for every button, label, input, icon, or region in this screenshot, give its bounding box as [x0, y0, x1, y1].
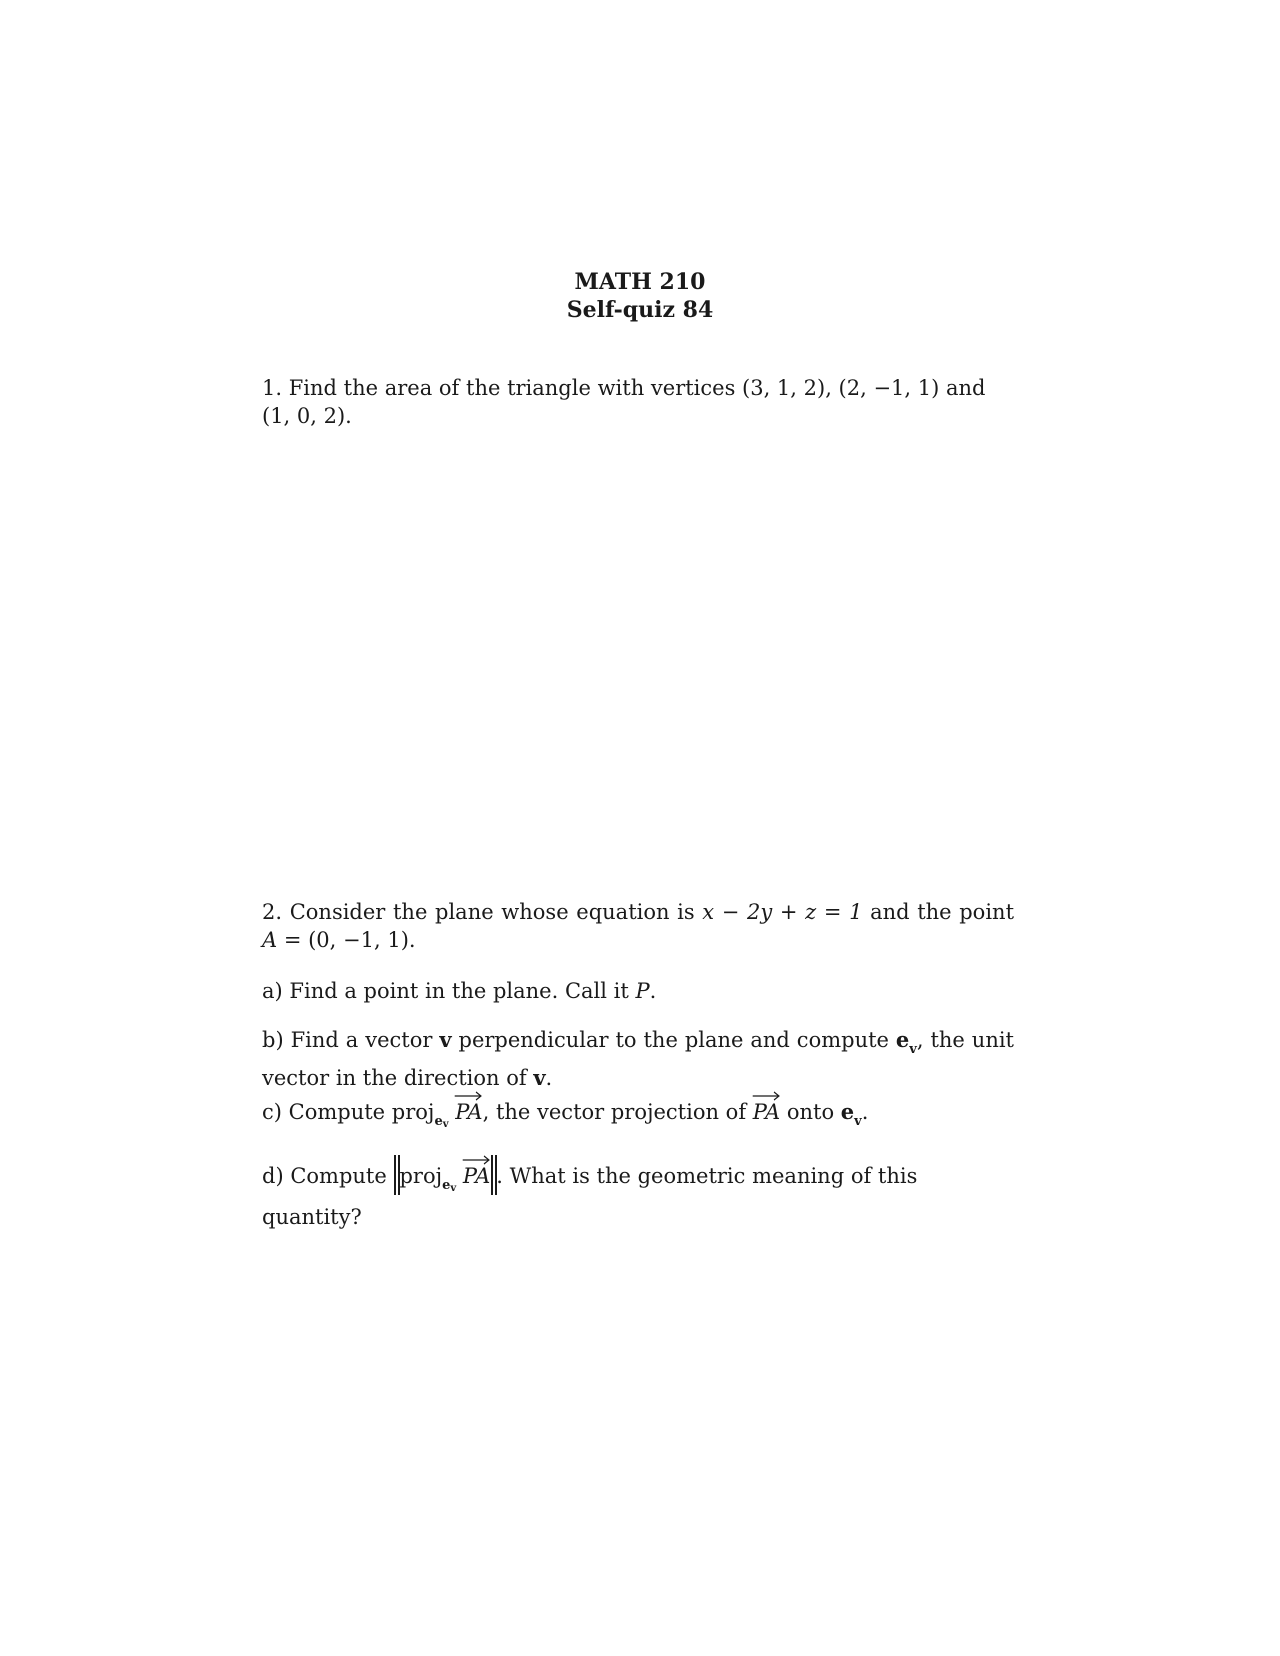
norm-right-bars — [490, 1155, 496, 1195]
vector-v: v — [439, 1027, 452, 1052]
part-b-pre: Find a vector — [290, 1028, 440, 1052]
unit-vector-sub-2: v — [854, 1114, 862, 1129]
question-1 — [262, 374, 1014, 430]
quiz-title: Self-quiz 84 — [566, 297, 714, 323]
part-c-mid: , the vector projection of — [482, 1100, 753, 1124]
question-2a — [262, 977, 1014, 1005]
unit-vector-e-2: e — [840, 1099, 855, 1124]
vector-pa — [455, 1098, 482, 1126]
part-b-post: , the unit vector in the direction of — [262, 1028, 1014, 1090]
proj-subscript — [434, 1114, 448, 1129]
question-2-number: 2. — [262, 900, 283, 924]
part-d-label: d) — [262, 1164, 284, 1188]
vector-pa-label: PA — [455, 1100, 483, 1124]
question-2-intro-mid: and the point — [862, 900, 1015, 924]
proj-sub-e-2: e — [442, 1178, 451, 1193]
point-value: = (0, −1, 1). — [277, 928, 416, 952]
unit-vector-e: e — [895, 1027, 910, 1052]
part-b-label: b) — [262, 1028, 284, 1052]
norm-left-bars — [393, 1155, 399, 1195]
proj-sub-v: v — [442, 1119, 449, 1130]
plane-equation: x − 2y + z = 1 — [702, 900, 863, 924]
vector-pa-3-label: PA — [462, 1164, 491, 1188]
part-d-post: . What is the geometric meaning of this quantity? — [262, 1164, 918, 1229]
vector-v-2: v — [533, 1065, 546, 1090]
proj-sub-v-2: v — [450, 1183, 457, 1194]
vector-arrow-icon — [454, 1091, 482, 1101]
vector-arrow-icon — [462, 1155, 490, 1165]
part-a-end: . — [649, 979, 657, 1003]
part-c-label: c) — [262, 1100, 282, 1124]
vector-pa-2 — [753, 1098, 780, 1126]
proj-subscript-2 — [442, 1178, 456, 1193]
vector-pa-3 — [463, 1162, 490, 1190]
part-b-mid: perpendicular to the plane and compute — [451, 1028, 896, 1052]
question-2-intro-text: Consider the plane whose equation is — [289, 900, 703, 924]
course-title: MATH 210 — [574, 269, 706, 295]
proj-sub-e: e — [434, 1114, 443, 1129]
question-1-text: Find the area of the triangle with vertices (3, 1, 2), (2, −1, 1) and (1, 0, 2). — [262, 376, 986, 428]
part-a-text: Find a point in the plane. Call it — [289, 979, 636, 1003]
vector-arrow-icon — [752, 1091, 780, 1101]
point-p: P — [635, 979, 650, 1003]
question-2b — [262, 1026, 1014, 1092]
question-1-number: 1. — [262, 376, 283, 400]
question-2c — [262, 1098, 1014, 1139]
part-a-label: a) — [262, 979, 283, 1003]
question-2d — [262, 1155, 1014, 1231]
proj-operator-2: proj — [399, 1164, 443, 1188]
point-name: A — [262, 928, 278, 952]
part-d-pre: Compute — [290, 1164, 394, 1188]
unit-vector-sub: v — [909, 1042, 917, 1057]
part-c-pre: Compute — [288, 1100, 392, 1124]
part-c-end: . — [861, 1100, 869, 1124]
part-c-onto: onto — [780, 1100, 841, 1124]
proj-operator: proj — [391, 1100, 435, 1124]
vector-pa-2-label: PA — [752, 1100, 781, 1124]
part-b-end: . — [545, 1066, 553, 1090]
question-2-intro — [262, 898, 1014, 954]
title-block — [0, 268, 1280, 324]
